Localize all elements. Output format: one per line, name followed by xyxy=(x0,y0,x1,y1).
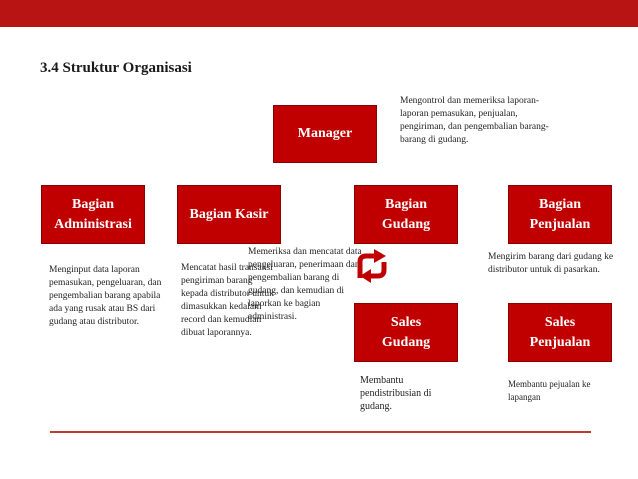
manager-label: Manager xyxy=(297,126,353,141)
bagian-penjualan-label: Bagian Penjualan xyxy=(529,196,591,232)
sales-penjualan-label: Sales Penjualan xyxy=(529,314,591,350)
sales-penjualan-box xyxy=(508,303,612,362)
bagian-administrasi-label: Bagian Administrasi xyxy=(54,196,132,232)
gudang-note: Memeriksa dan mencatat data pengeluaran, penerimaan dan pengembalian barang di gudang, dan kemudian di laporkan ke bagian administrasi. xyxy=(248,247,362,322)
bagian-kasir-box xyxy=(177,185,281,244)
sales-penjualan-note: Membantu pejualan ke lapangan xyxy=(508,379,591,402)
kasir-note: Mencatat hasil transaksi pengiriman barang kepada distributor untuk dimasukkan kedalam record dan kemudian dibuat laporannya. xyxy=(181,263,274,338)
bagian-gudang-label: Bagian Gudang xyxy=(381,196,431,232)
bagian-kasir-label: Bagian Kasir xyxy=(189,206,269,222)
bagian-penjualan-box xyxy=(508,185,612,244)
manager-note: Mengontrol dan memeriksa laporan-laporan pemasukan, penjualan, pengiriman, dan pengembalian barang-barang di gudang. xyxy=(400,96,549,145)
sales-gudang-label: Sales Gudang xyxy=(381,314,431,350)
manager-box xyxy=(273,105,377,163)
bagian-gudang-box xyxy=(354,185,458,244)
penjualan-note: Mengirim barang dari gudang ke distributor untuk di pasarkan. xyxy=(488,252,614,275)
page-title: 3.4 Struktur Organisasi xyxy=(40,60,192,76)
sales-gudang-box xyxy=(354,303,458,362)
administrasi-note: Menginput data laporan pemasukan, pengeluaran, dan pengembalian barang apabila ada yang rusak atau BS dari gudang atau distributor. xyxy=(49,265,162,327)
sales-gudang-note: Membantu pendistribusian di gudang. xyxy=(360,375,432,412)
top-accent-bar xyxy=(0,0,638,27)
footer-line xyxy=(50,431,591,433)
bagian-administrasi-box xyxy=(41,185,145,244)
curved-arrow-icon xyxy=(354,248,390,284)
